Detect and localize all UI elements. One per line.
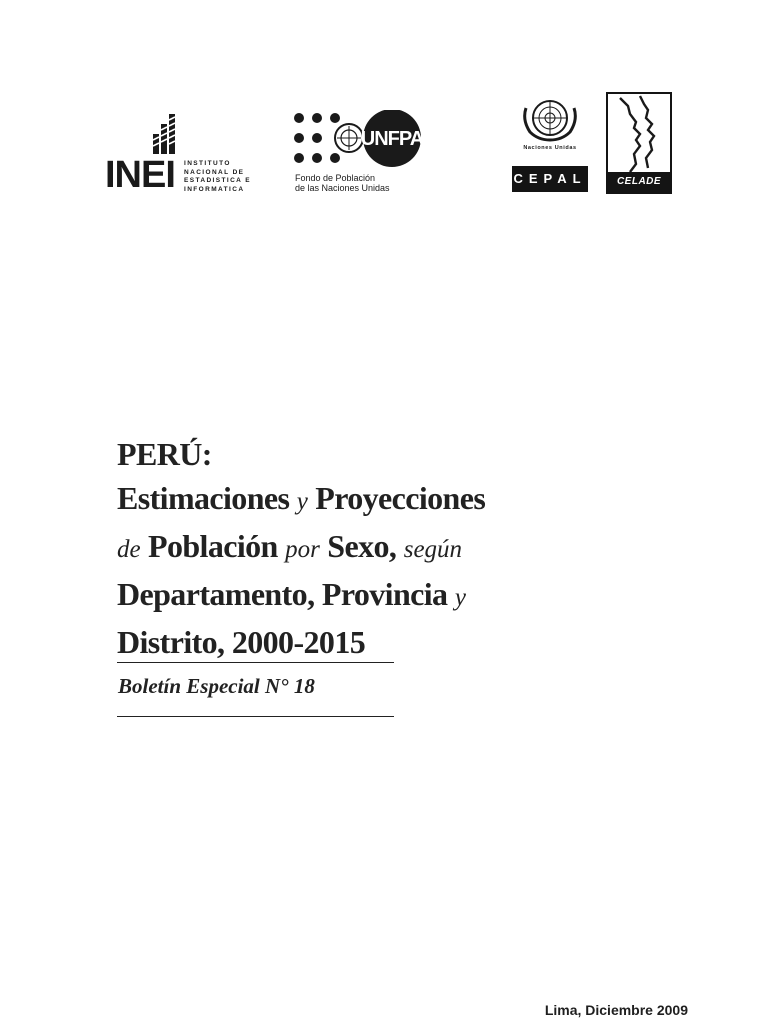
unfpa-emblem-icon [293, 110, 425, 170]
title-line-5: Distrito, 2000-2015 [117, 624, 366, 660]
cepal-wordmark: CEPAL [512, 166, 588, 192]
inei-building-icon [147, 112, 181, 154]
divider-top [117, 662, 394, 663]
celade-logo [606, 92, 672, 194]
title-line-4: Departamento, Provincia y [117, 576, 466, 612]
title-line-country: PERÚ: [117, 436, 212, 472]
unfpa-logo [293, 110, 433, 200]
inei-wordmark: INEI [105, 154, 175, 196]
unfpa-caption: Fondo de Población de las Naciones Unidas [295, 173, 390, 193]
celade-profile-icon [606, 92, 672, 172]
un-emblem-icon [512, 94, 588, 144]
celade-wordmark: CELADE [606, 172, 672, 192]
bulletin-subtitle: Boletín Especial N° 18 [118, 674, 315, 698]
cepal-logo [512, 94, 592, 194]
inei-logo [105, 112, 251, 202]
report-title [117, 432, 637, 664]
un-label: Naciones Unidas [523, 145, 577, 151]
divider-bottom [117, 716, 394, 717]
unfpa-wordmark: UNFPA [360, 128, 424, 150]
logo-bar [0, 0, 768, 220]
title-line-3: de Población por Sexo, según [117, 528, 463, 564]
place-date: Lima, Diciembre 2009 [544, 1002, 688, 1018]
title-line-2: Estimaciones y Proyecciones [117, 480, 486, 516]
inei-subtitle: INSTITUTO NACIONAL DE ESTADISTICA E INFORMATICA [184, 160, 251, 193]
